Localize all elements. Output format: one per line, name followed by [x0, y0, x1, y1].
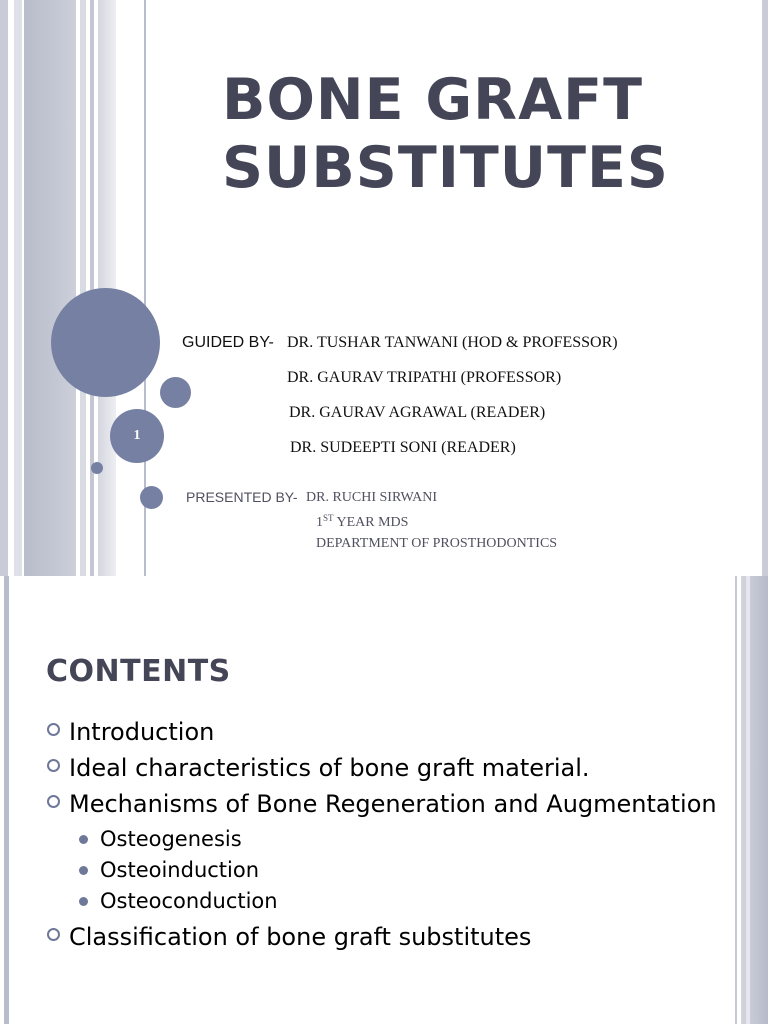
sub-list-item	[46, 824, 726, 855]
decor-stripe	[90, 0, 94, 576]
title-line: SUBSTITUTES	[222, 135, 669, 201]
decor-circle-large	[51, 288, 160, 397]
year-suffix: ST	[323, 513, 334, 523]
sub-list	[46, 824, 726, 917]
guide-name: DR. TUSHAR TANWANI (HOD & PROFESSOR)	[287, 334, 618, 351]
ring-bullet-icon	[47, 795, 60, 808]
presenter-year	[316, 513, 408, 531]
presenter-name: DR. RUCHI SIRWANI	[306, 490, 438, 505]
guide-name: DR. GAURAV TRIPATHI (PROFESSOR)	[287, 369, 562, 386]
decor-circle-small	[140, 486, 163, 509]
slide-number: 1	[133, 428, 141, 443]
slide-title	[222, 66, 669, 202]
decor-stripe	[735, 576, 737, 1024]
dot-bullet-icon	[79, 897, 88, 906]
list-item	[46, 716, 726, 748]
ring-bullet-icon	[47, 723, 60, 736]
contents-slide	[0, 576, 768, 1024]
dot-bullet-icon	[79, 866, 88, 875]
list-item	[46, 752, 726, 784]
year-number: 1	[316, 515, 323, 530]
contents-list	[46, 716, 726, 957]
sub-list-wrapper	[46, 824, 726, 917]
decor-circle-dot	[91, 462, 103, 474]
sub-list-item-text: Osteoinduction	[100, 858, 260, 882]
list-item-text: Ideal characteristics of bone graft material.	[69, 754, 590, 782]
list-item-text: Classification of bone graft substitutes	[69, 923, 532, 951]
guided-by-label: GUIDED BY-	[182, 334, 274, 351]
guide-name: DR. SUDEEPTI SONI (READER)	[290, 439, 516, 456]
guide-name: DR. GAURAV AGRAWAL (READER)	[289, 404, 546, 421]
list-item	[46, 921, 726, 953]
sub-list-item	[46, 886, 726, 917]
right-border	[762, 0, 768, 576]
contents-heading: CONTENTS	[46, 654, 231, 689]
sub-list-item	[46, 855, 726, 886]
ring-bullet-icon	[47, 759, 60, 772]
decor-stripe	[80, 0, 86, 576]
presenter-department: DEPARTMENT OF PROSTHODONTICS	[316, 536, 558, 551]
left-border	[4, 576, 9, 1024]
dot-bullet-icon	[79, 835, 88, 844]
slide-number-badge	[110, 409, 164, 463]
title-line: BONE GRAFT	[222, 67, 643, 133]
presented-by-label: PRESENTED BY-	[186, 489, 298, 505]
decor-circle-small	[160, 377, 191, 408]
decor-stripe	[24, 0, 76, 576]
list-item-text: Introduction	[69, 718, 215, 746]
list-item	[46, 788, 726, 820]
year-text: YEAR MDS	[333, 515, 409, 530]
list-item-text: Mechanisms of Bone Regeneration and Augmentation	[69, 790, 717, 818]
left-border	[0, 0, 8, 576]
decor-stripe	[14, 0, 22, 576]
decor-stripe	[746, 576, 750, 1024]
ring-bullet-icon	[47, 928, 60, 941]
sub-list-item-text: Osteogenesis	[100, 827, 242, 851]
sub-list-item-text: Osteoconduction	[100, 889, 278, 913]
